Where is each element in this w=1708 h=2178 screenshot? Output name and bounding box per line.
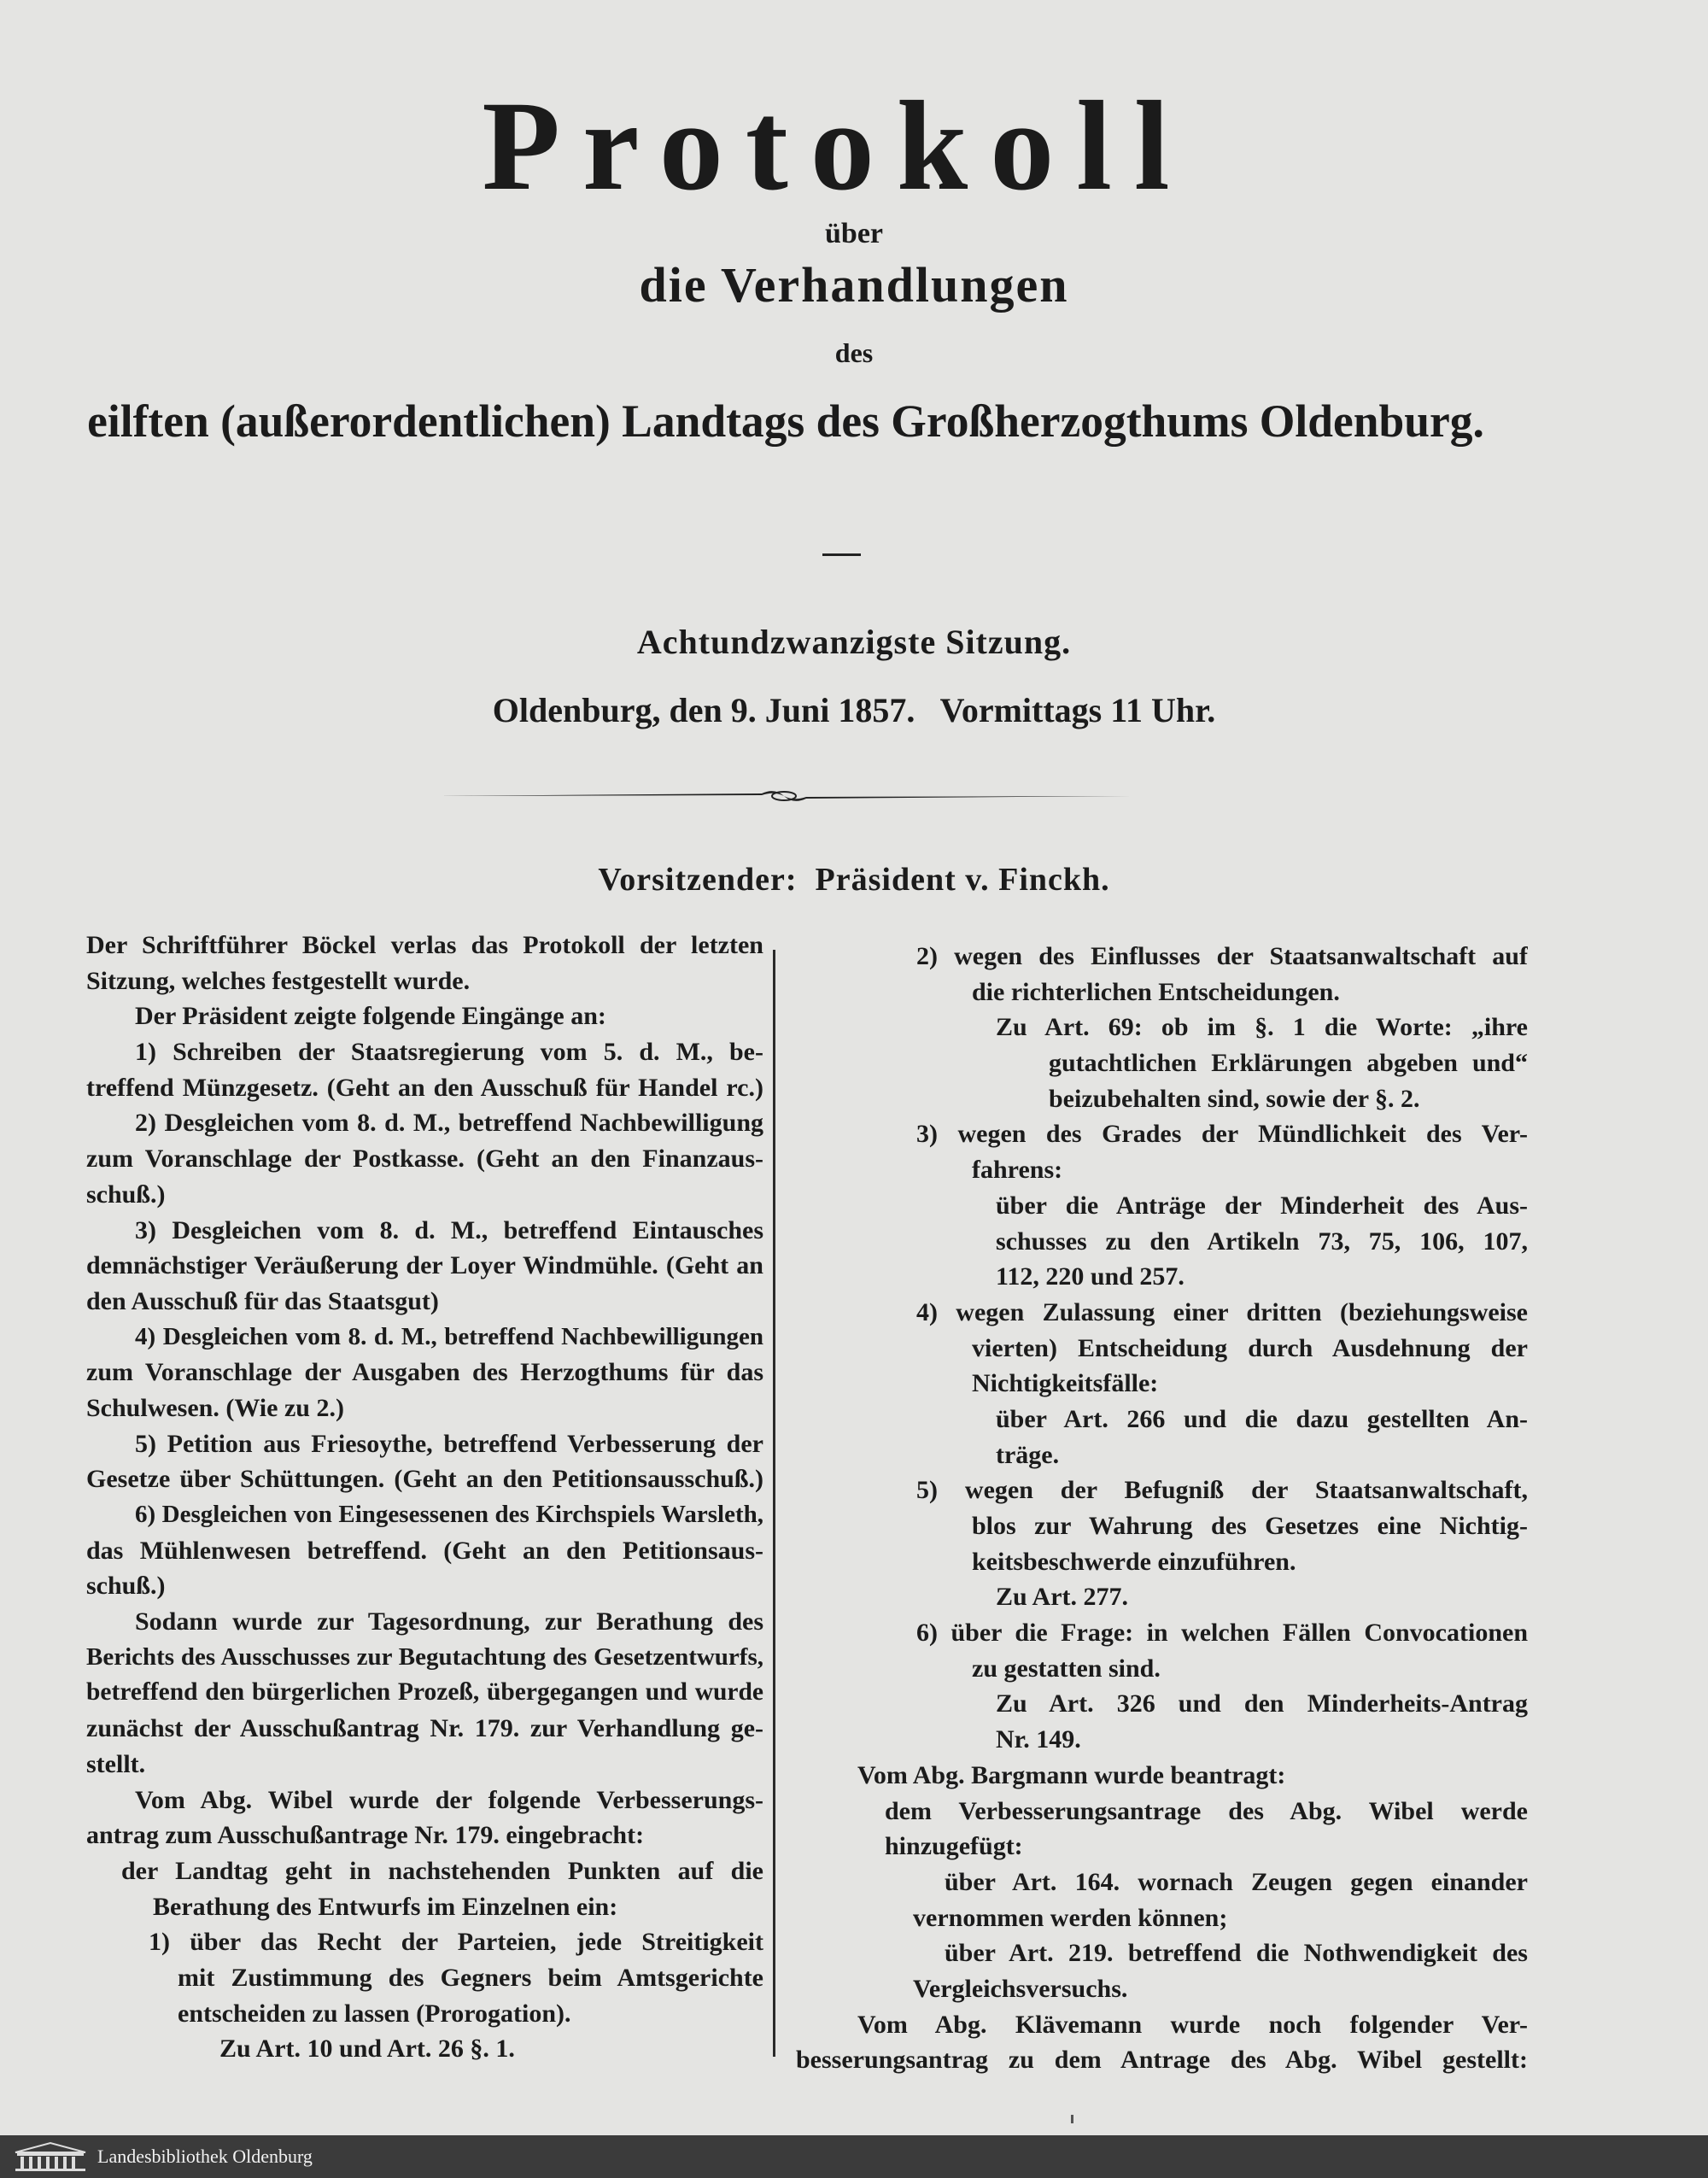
chairman-line: Vorsitzender: Präsident v. Finckh. — [598, 862, 1110, 898]
text-line: betreffend den bürgerlichen Prozeß, übergegangen und wurde — [86, 1678, 763, 1707]
text-line: beizubehalten sind, sowie der §. 2. — [1049, 1084, 1420, 1113]
text-line: 5) Petition aus Friesoythe, betreffend Verbesserung der — [135, 1429, 763, 1458]
text-line: 3) Desgleichen vom 8. d. M., betreffend Eintausches — [135, 1215, 763, 1244]
text-line: über Art. 164. wornach Zeugen gegen einander — [945, 1867, 1528, 1896]
text-line: Vom Abg. Wibel wurde der folgende Verbesserungs- — [135, 1785, 763, 1814]
text-line: Gesetze über Schüttungen. (Geht an den Petitionsausschuß.) — [86, 1465, 763, 1494]
text-line: den Ausschuß für das Staatsgut) — [86, 1286, 439, 1315]
title-des: des — [834, 337, 874, 368]
title-uber: über — [825, 218, 883, 249]
text-line: vierten) Entscheidung durch Ausdehnung der — [972, 1333, 1528, 1362]
text-line: 1) Schreiben der Staatsregierung vom 5. d. M., be- — [135, 1038, 763, 1067]
text-line: das Mühlenwesen betreffend. (Geht an den Petitionsaus- — [86, 1536, 763, 1565]
text-line: Der Schriftführer Böckel verlas das Protokoll der letzten — [86, 931, 763, 959]
text-line: über Art. 219. betreffend die Nothwendigkeit des — [945, 1939, 1528, 1968]
text-line: fahrens: — [972, 1156, 1063, 1185]
text-line: Vom Abg. Klävemann wurde noch folgender Ver- — [857, 2010, 1528, 2039]
ornamental-rule — [437, 786, 1132, 806]
text-line: keitsbeschwerde einzuführen. — [972, 1547, 1296, 1576]
library-building-icon — [12, 2140, 89, 2173]
text-line: Zu Art. 277. — [996, 1583, 1129, 1612]
text-line: 4) wegen Zulassung einer dritten (beziehungsweise — [916, 1297, 1528, 1326]
text-line: Nichtigkeitsfälle: — [972, 1369, 1159, 1398]
document-title: Protokoll — [482, 75, 1192, 217]
text-line: 4) Desgleichen vom 8. d. M., betreffend Nachbewilligungen — [135, 1322, 763, 1350]
text-line: mit Zustimmung des Gegners beim Amtsgerichte — [178, 1963, 763, 1992]
text-line: antrag zum Ausschußantrage Nr. 179. eingebracht: — [86, 1821, 645, 1850]
text-line: vernommen werden können; — [913, 1903, 1228, 1932]
text-line: über Art. 266 und die dazu gestellten An- — [996, 1404, 1528, 1433]
session-date: Oldenburg, den 9. Juni 1857. Vormittags 11 Uhr. — [492, 691, 1216, 729]
text-line: Vergleichsversuchs. — [913, 1974, 1128, 2003]
text-line: 112, 220 und 257. — [996, 1262, 1184, 1291]
session-heading: Achtundzwanzigste Sitzung. — [636, 623, 1072, 661]
text-line: hinzugefügt: — [885, 1832, 1023, 1861]
text-line: 2) wegen des Einflusses der Staatsanwaltschaft auf — [916, 942, 1528, 970]
text-line: zunächst der Ausschußantrag Nr. 179. zur Verhandlung ge- — [86, 1714, 763, 1743]
title-rule — [822, 553, 861, 556]
text-line: Sitzung, welches festgestellt wurde. — [86, 966, 471, 995]
text-line: schuß.) — [86, 1572, 166, 1601]
text-line: Vom Abg. Bargmann wurde beantragt: — [857, 1760, 1286, 1789]
text-line: Zu Art. 326 und den Minderheits-Antrag — [996, 1689, 1528, 1718]
text-line: Schulwesen. (Wie zu 2.) — [86, 1393, 344, 1422]
page-mark — [1071, 2115, 1073, 2123]
text-line: über die Anträge der Minderheit des Aus- — [996, 1191, 1528, 1220]
text-line: 6) Desgleichen von Eingesessenen des Kirchspiels Warsleth, — [135, 1501, 763, 1528]
left-column — [86, 928, 763, 2067]
right-column — [796, 939, 1528, 2078]
text-line: dem Verbesserungsantrage des Abg. Wibel werde — [885, 1796, 1528, 1825]
text-line: Sodann wurde zur Tagesordnung, zur Berathung des — [135, 1607, 763, 1636]
text-line: 6) über die Frage: in welchen Fällen Convocationen — [916, 1619, 1528, 1648]
text-line: träge. — [996, 1440, 1060, 1469]
text-line: 5) wegen der Befugniß der Staatsanwaltschaft, — [916, 1476, 1528, 1505]
text-line: besserungsantrag zu dem Antrage des Abg. Wibel gestellt: — [796, 2046, 1528, 2075]
text-line: zu gestatten sind. — [972, 1654, 1161, 1683]
title-verhandlungen: die Verhandlungen — [639, 257, 1069, 313]
library-name: Landesbibliothek Oldenburg — [97, 2146, 313, 2167]
title-landtag: eilften (außerordentlichen) Landtags des Großherzogthums Oldenburg. — [87, 395, 1484, 447]
text-line: Berathung des Entwurfs im Einzelnen ein: — [153, 1892, 618, 1921]
text-line: demnächstiger Veräußerung der Loyer Windmühle. (Geht an — [86, 1251, 763, 1280]
text-line: treffend Münzgesetz. (Geht an den Ausschuß für Handel rc.) — [86, 1073, 763, 1102]
text-line: schuß.) — [86, 1180, 166, 1209]
text-line: schusses zu den Artikeln 73, 75, 106, 107, — [996, 1227, 1528, 1256]
text-line: Berichts des Ausschusses zur Begutachtung des Gesetzentwurfs, — [86, 1642, 763, 1671]
text-line: 2) Desgleichen vom 8. d. M., betreffend Nachbewilligung — [135, 1109, 763, 1138]
footer-bar — [0, 2135, 1708, 2178]
column-divider — [773, 950, 775, 2057]
text-line: zum Voranschlage der Postkasse. (Geht an den Finanzaus- — [86, 1145, 763, 1174]
text-line: blos zur Wahrung des Gesetzes eine Nichtig- — [972, 1512, 1528, 1540]
text-line: entscheiden zu lassen (Prorogation). — [178, 1999, 571, 2028]
text-line: Der Präsident zeigte folgende Eingänge an: — [135, 1002, 606, 1031]
text-line: stellt. — [86, 1749, 146, 1778]
text-line: die richterlichen Entscheidungen. — [972, 977, 1340, 1006]
text-line: Zu Art. 10 und Art. 26 §. 1. — [219, 2035, 515, 2064]
text-line: Nr. 149. — [996, 1725, 1081, 1754]
text-line: 1) über das Recht der Parteien, jede Streitigkeit — [149, 1928, 763, 1957]
text-line: 3) wegen des Grades der Mündlichkeit des Ver- — [916, 1120, 1528, 1149]
text-line: Zu Art. 69: ob im §. 1 die Worte: „ihre — [996, 1013, 1528, 1042]
text-line: gutachtlichen Erklärungen abgeben und“ — [1049, 1049, 1528, 1078]
text-line: zum Voranschlage der Ausgaben des Herzogthums für das — [86, 1358, 763, 1387]
text-line: der Landtag geht in nachstehenden Punkten auf die — [121, 1856, 763, 1885]
